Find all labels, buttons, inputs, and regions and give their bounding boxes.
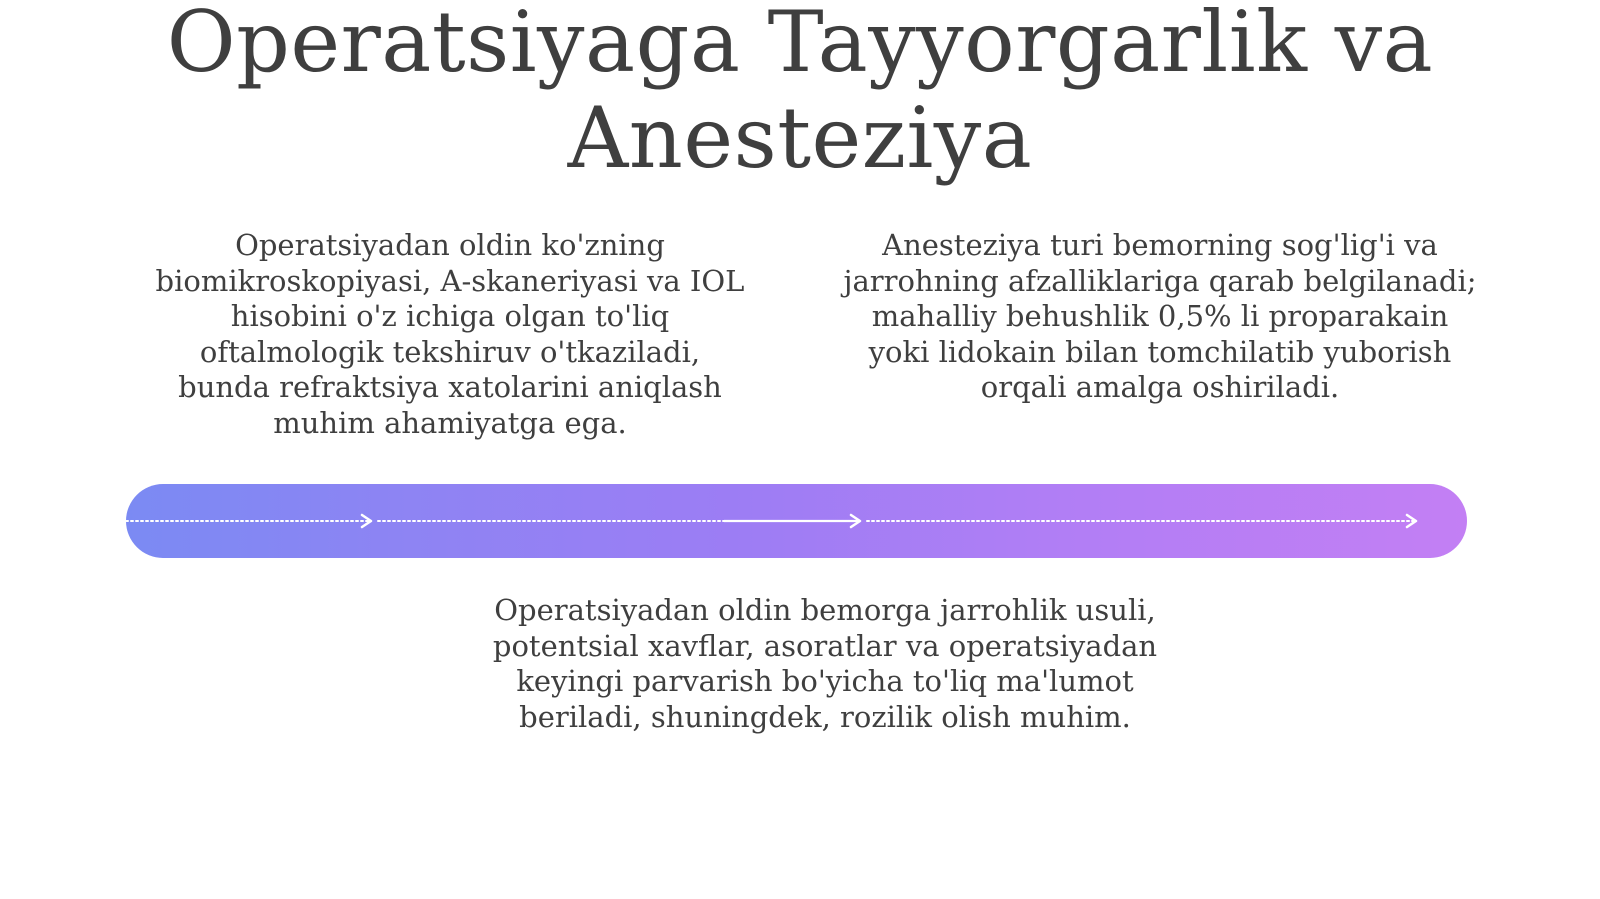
timeline-lines [126, 484, 1467, 558]
paragraph-patient-consent: Operatsiyadan oldin bemorga jarrohlik usuli, potentsial xavflar, asoratlar va operatsiyadan keyingi parvarish bo'yicha to'liq ma'lumot beriladi, shuningdek, rozilik olish muhim. [492, 593, 1158, 734]
slide-title: Operatsiyaga Tayyorgarlik va Anesteziya [166, 0, 1434, 187]
paragraph-preoperative-exam: Operatsiyadan oldin ko'zning biomikroskopiyasi, A-skaneriyasi va IOL hisobini o'z ichiga olgan to'liq oftalmologik tekshiruv o'tkaziladi, bunda refraktsiya xatolarini aniqlash muhim ahamiyatga ega. [155, 228, 745, 440]
paragraph-anesthesia: Anesteziya turi bemorning sog'lig'i va jarrohning afzalliklariga qarab belgilanadi; mahalliy behushlik 0,5% li proparakain yoki lidokain bilan tomchilatib yuborish orqali amalga oshiriladi. [843, 228, 1477, 404]
timeline-bar [126, 484, 1467, 558]
